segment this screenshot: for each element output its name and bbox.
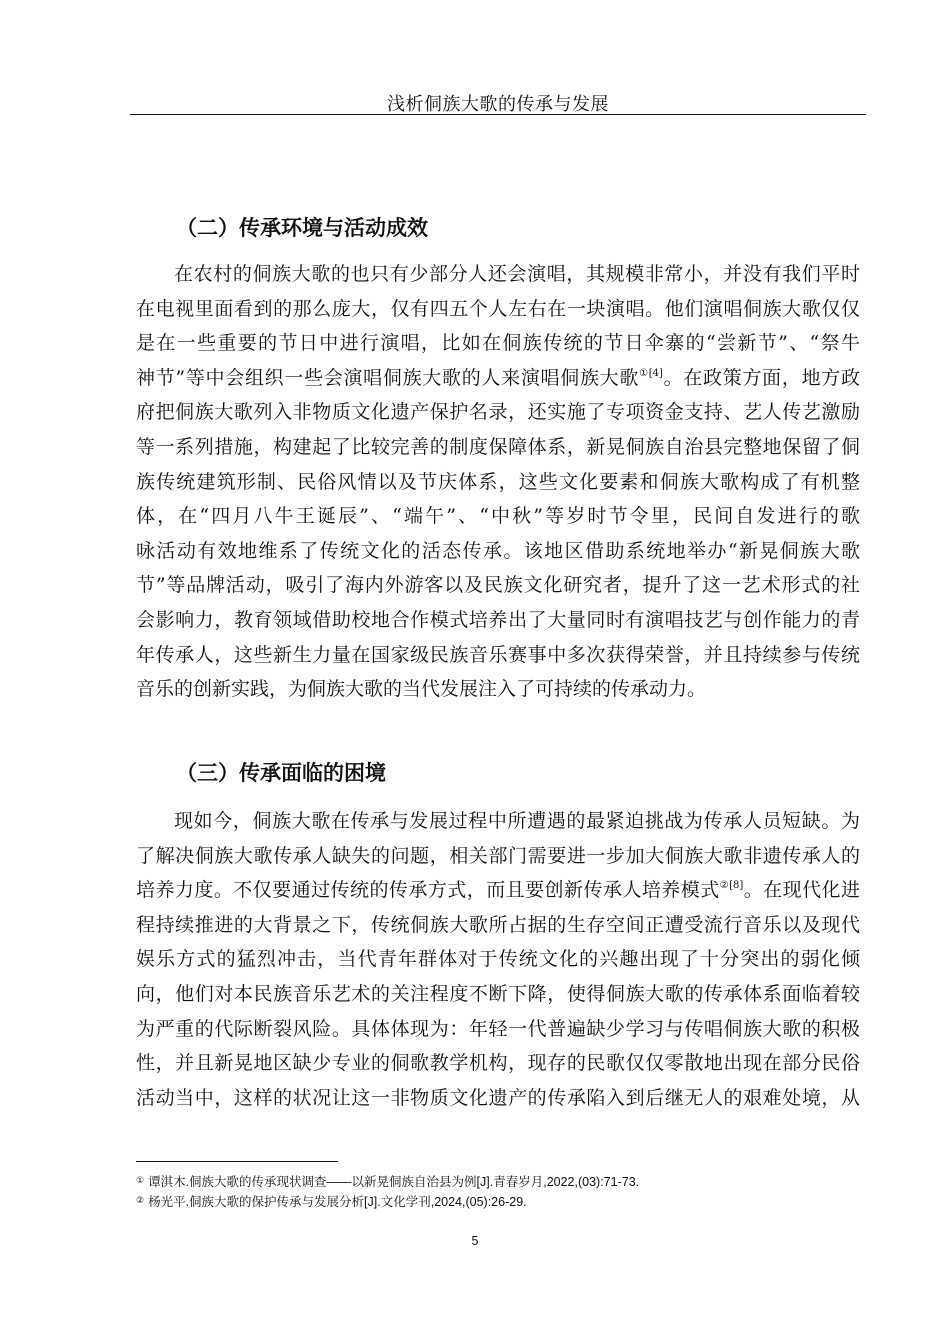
- line-text: 。在现代化进: [743, 879, 860, 902]
- line-text: 神节”等中会组织一些会演唱侗族大歌的人来演唱侗族大歌: [136, 366, 640, 389]
- paragraph-line: 程持续推进的大背景之下，传统侗族大歌所占据的生存空间正遭受流行音乐以及现代: [136, 913, 860, 936]
- line-text: 培养力度。不仅要通过传统的传承方式，而且要创新传承人培养模式: [136, 879, 720, 902]
- paragraph-line: 咏活动有效地维系了传统文化的活态传承。该地区借助系统地举办“新晃侗族大歌: [136, 539, 860, 562]
- paragraph-line: [136, 361, 860, 396]
- paragraph-line: 性，并且新晃地区缺少专业的侗歌教学机构，现存的民歌仅仅零散地出现在部分民俗: [136, 1052, 860, 1075]
- paragraph-line: 族传统建筑形制、民俗风情以及节庆体系，这些文化要素和侗族大歌构成了有机整: [136, 470, 860, 493]
- paragraph: [136, 804, 860, 1115]
- line-text: 。在政策方面，地方政: [662, 366, 860, 389]
- paragraph-line: 体，在“四月八牛王诞辰”、“端午”、“中秋”等岁时节令里，民间自发进行的歌: [136, 505, 860, 528]
- paragraph-line: 活动当中，这样的状况让这一非物质文化遗产的传承陷入到后继无人的艰难处境，从: [136, 1086, 860, 1109]
- paragraph-line: 音乐的创新实践，为侗族大歌的当代发展注入了可持续的传承动力。: [136, 678, 707, 701]
- paragraph: [136, 257, 860, 707]
- paragraph-line: 向，他们对本民族音乐艺术的关注程度不断下降，使得侗族大歌的传承体系面临着较: [136, 982, 860, 1005]
- footnote: [136, 1172, 639, 1190]
- paragraph-line: 在农村的侗族大歌的也只有少部分人还会演唱，其规模非常小，并没有我们平时: [174, 263, 860, 285]
- section-heading: （三）传承面临的困境: [176, 760, 386, 785]
- paragraph-line: 等一系列措施，构建起了比较完善的制度保障体系，新晃侗族自治县完整地保留了侗: [136, 435, 860, 458]
- paragraph-line: 为严重的代际断裂风险。具体体现为：年轻一代普遍缺少学习与传唱侗族大歌的积极: [136, 1017, 860, 1040]
- paragraph-line: 会影响力，教育领域借助校地合作模式培养出了大量同时有演唱技艺与创作能力的青: [136, 608, 860, 631]
- paragraph-line: [136, 873, 860, 908]
- footnote-text: 谭淇木.侗族大歌的传承现状调查——以新晃侗族自治县为例[J].青春岁月,2022,(03):71-73.: [148, 1175, 640, 1189]
- footnote: [136, 1192, 527, 1210]
- citation-marker: ①[4]: [639, 367, 663, 379]
- footnote-rule: [136, 1161, 338, 1162]
- section-heading: （二）传承环境与活动成效: [176, 215, 428, 240]
- paragraph-line: 是在一些重要的节日中进行演唱，比如在侗族传统的节日伞寨的“尝新节”、“祭牛: [136, 332, 860, 355]
- running-header: 浅析侗族大歌的传承与发展: [387, 94, 609, 115]
- paragraph-line: 节”等品牌活动，吸引了海内外游客以及民族文化研究者，提升了这一艺术形式的社: [136, 574, 860, 597]
- citation-marker: ②[8]: [719, 880, 744, 892]
- footnote-text: 杨光平.侗族大歌的保护传承与发展分析[J].文化学刊,2024,(05):26-29.: [148, 1195, 527, 1209]
- paragraph-line: 了解决侗族大歌传承人缺失的问题，相关部门需要进一步加大侗族大歌非遗传承人的: [136, 844, 860, 867]
- header-rule: [130, 114, 866, 115]
- paragraph-line: 府把侗族大歌列入非物质文化遗产保护名录，还实施了专项资金支持、艺人传艺激励: [136, 401, 860, 424]
- paragraph-line: 在电视里面看到的那么庞大，仅有四五个人左右在一块演唱。他们演唱侗族大歌仅仅: [136, 297, 860, 320]
- paragraph-line: 现如今，侗族大歌在传承与发展过程中所遭遇的最紧迫挑战为传承人员短缺。为: [174, 810, 860, 832]
- paragraph-line: 娱乐方式的猛烈冲击，当代青年群体对于传统文化的兴趣出现了十分突出的弱化倾: [136, 948, 860, 971]
- footnote-mark: ②: [136, 1195, 145, 1205]
- page-number: 5: [471, 1234, 479, 1248]
- paragraph-line: 年传承人，这些新生力量在国家级民族音乐赛事中多次获得荣誉，并且持续参与传统: [136, 643, 860, 666]
- footnote-mark: ①: [136, 1175, 145, 1185]
